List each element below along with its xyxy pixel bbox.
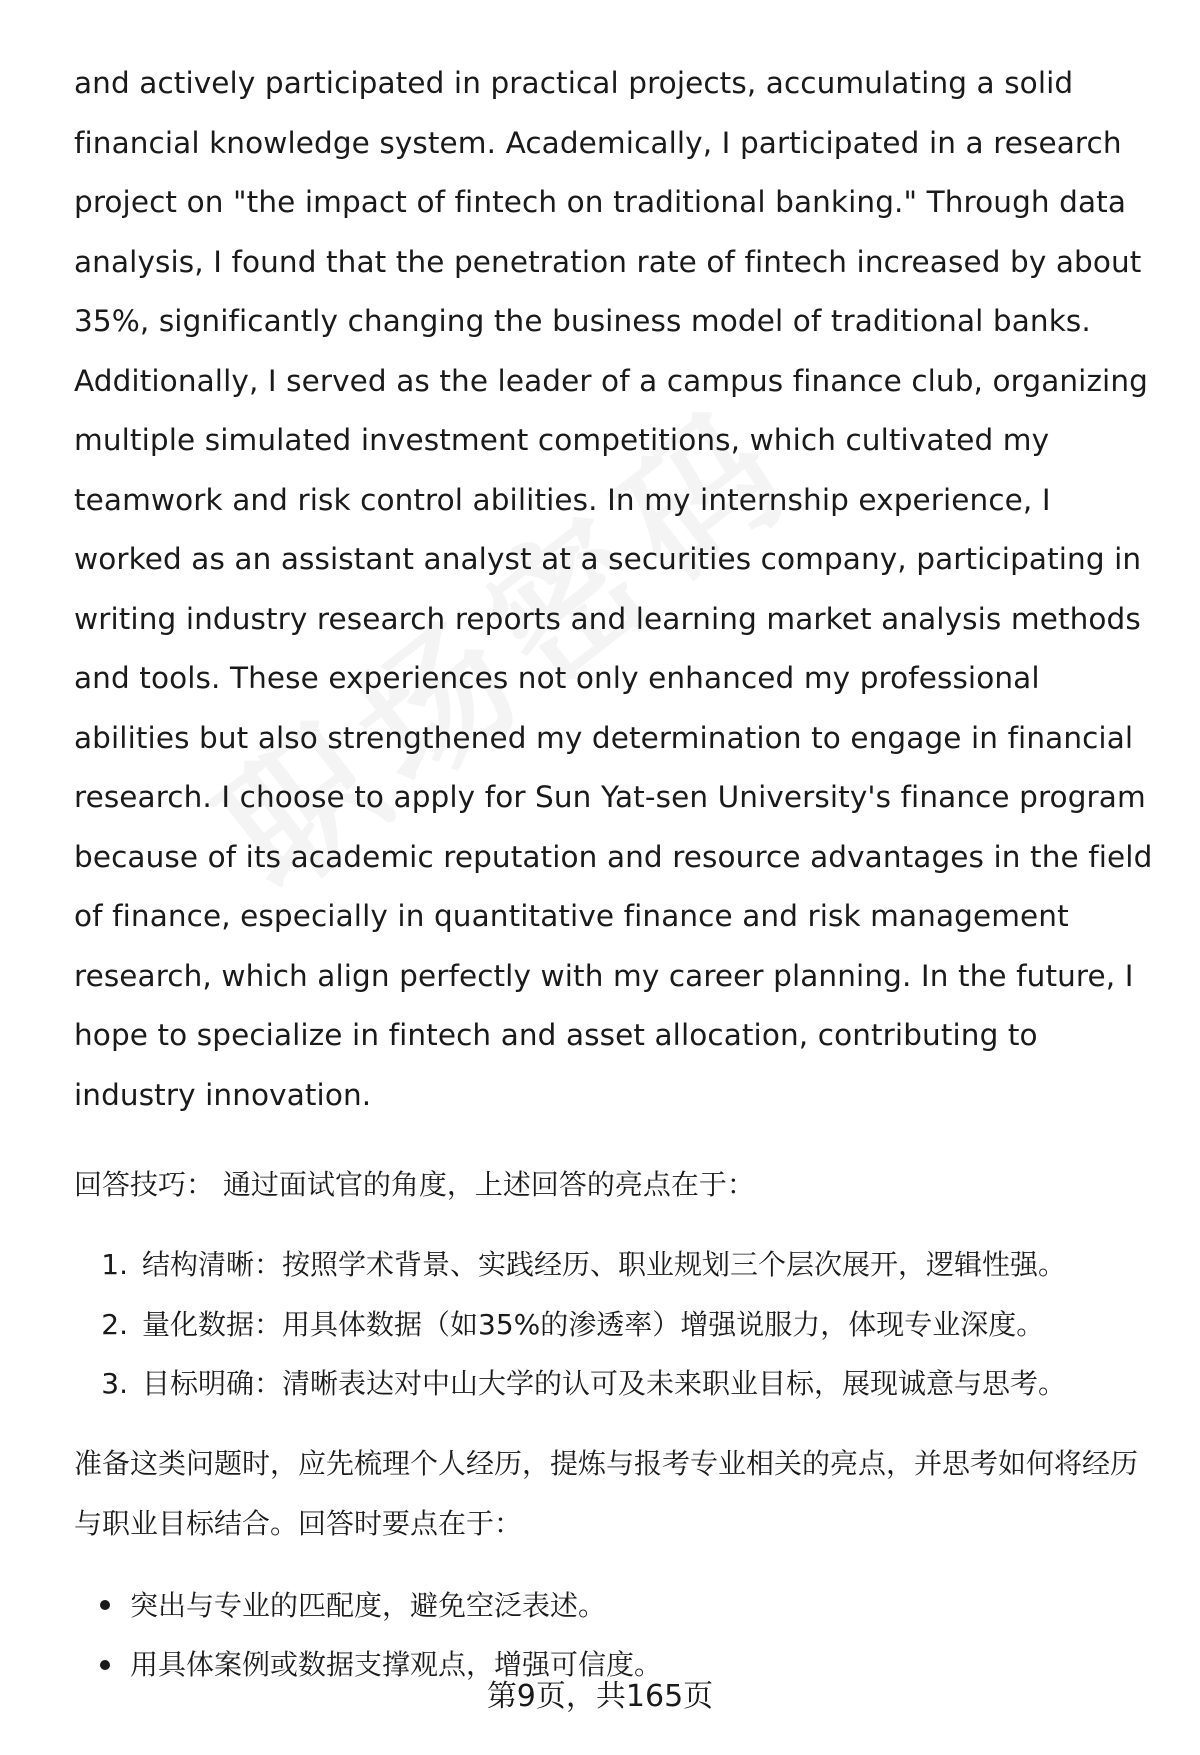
essay-paragraph: and actively participated in practical projects, accumulating a solid financial knowledge system. Academically, I participated in a research project on "the impact of fintech on traditional banking." Through data analysis, I found that the penetration rate of fintech increased by about 35%, significantly changing the business model of traditional banks. Additionally, I served as the leader of a campus finance club, organizing multiple simulated investment competitions, which cultivated my teamwork and risk control abilities. In my internship experience, I worked as an assistant analyst at a securities company, participating in writing industry research reports and learning market analysis methods and tools. These experiences not only enhanced my professional abilities but also strengthened my determination to engage in financial research. I choose to apply for Sun Yat-sen University's finance program because of its academic reputation and resource advantages in the field of finance, especially in quantitative finance and risk management research, which align perfectly with my career planning. In the future, I hope to specialize in fintech and asset allocation, contributing to industry innovation. <box>74 66 1153 1112</box>
tips-item-number: 1. <box>101 1248 128 1281</box>
tips-item-text: 目标明确：清晰表达对中山大学的认可及未来职业目标，展现诚意与思考。 <box>142 1367 1067 1400</box>
bullet-dot-icon <box>100 1660 110 1670</box>
bullet-list-item <box>74 1576 1164 1636</box>
tips-list-item <box>74 1235 1164 1295</box>
tips-item-text: 量化数据：用具体数据（如35%的渗透率）增强说服力，体现专业深度。 <box>142 1307 1045 1341</box>
page-number-footer: 第9页，共165页 <box>486 1679 714 1714</box>
tips-list-item <box>74 1295 1164 1355</box>
tips-item-text: 结构清晰：按照学术背景、实践经历、职业规划三个层次展开，逻辑性强。 <box>142 1248 1067 1281</box>
preparation-paragraph: 准备这类问题时，应先梳理个人经历，提炼与报考专业相关的亮点，并思考如何将经历与职业目标结合。回答时要点在于： <box>74 1446 1139 1540</box>
tips-item-number: 2. <box>101 1307 128 1341</box>
page-content <box>74 54 1164 1695</box>
bullet-item-text: 突出与专业的匹配度，避免空泛表述。 <box>130 1588 607 1622</box>
tips-list-item <box>74 1354 1164 1414</box>
tips-heading: 回答技巧： 通过面试官的角度，上述回答的亮点在于： <box>74 1168 755 1201</box>
tips-list <box>74 1235 1164 1414</box>
tips-item-number: 3. <box>101 1367 128 1400</box>
bullet-item-text: 用具体案例或数据支撑观点，增强可信度。 <box>130 1648 663 1681</box>
bullet-dot-icon <box>100 1600 110 1610</box>
